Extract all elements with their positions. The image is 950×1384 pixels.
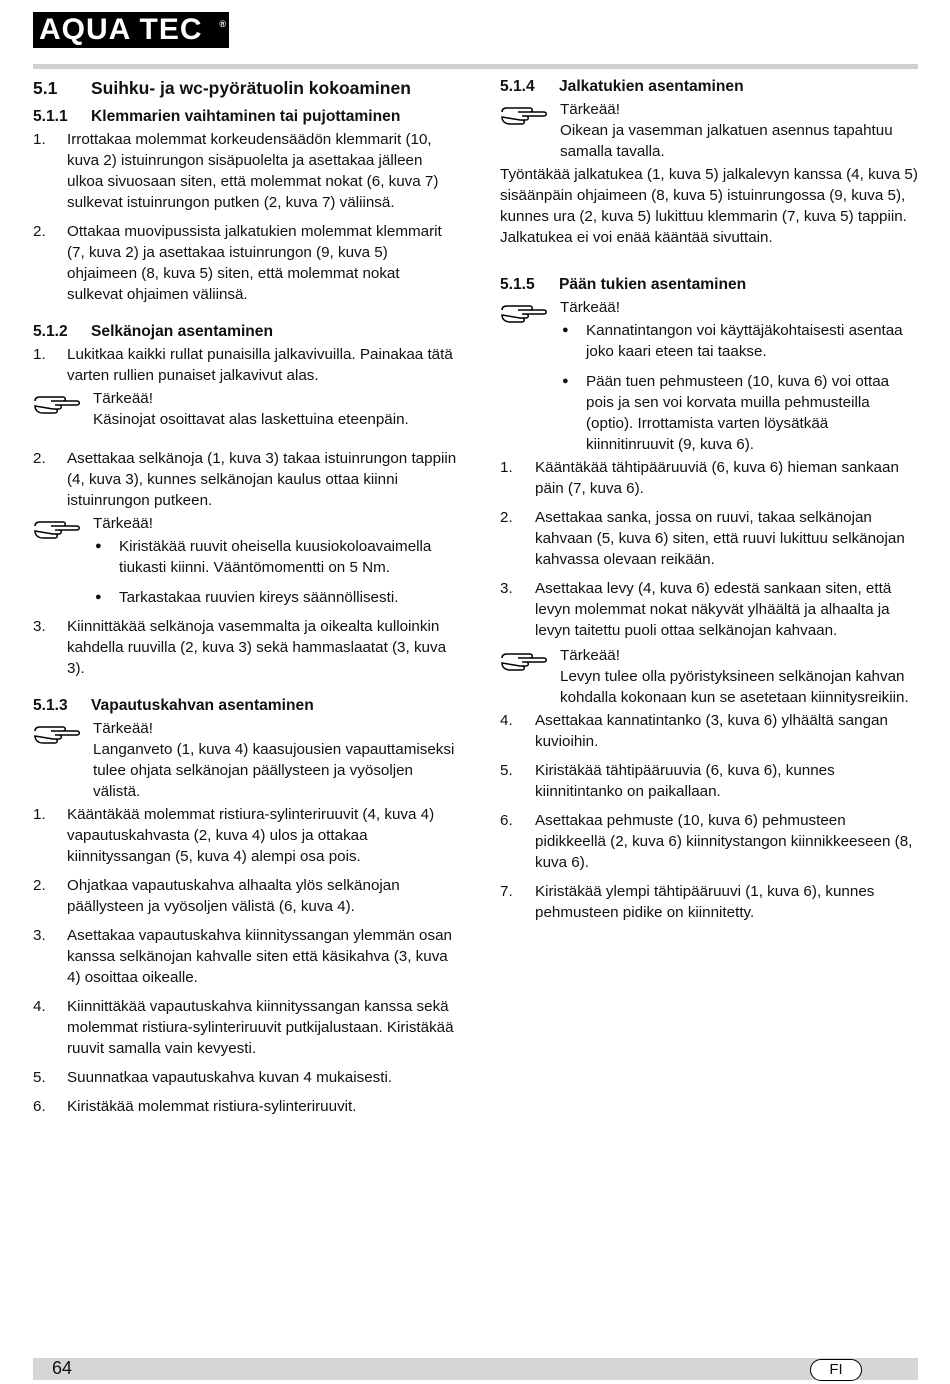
- note-title: Tärkeää!: [93, 720, 153, 737]
- note-title: Tärkeää!: [560, 647, 620, 664]
- left-column: [33, 70, 458, 1117]
- bullet-item: ● Kiristäkää ruuvit oheisella kuusiokoloavaimella tiukasti kiinni. Vääntömomentti on 5 Nm.: [95, 538, 432, 576]
- important-note: [33, 388, 458, 430]
- bullet-item: ● Tarkastakaa ruuvien kireys säännöllisesti.: [95, 589, 399, 606]
- important-note: [500, 645, 920, 708]
- section-heading-5-1-4: 5.1.4 Jalkatukien asentaminen: [500, 78, 744, 95]
- list-item: 4. Kiinnittäkää vapautuskahva kiinnityssangan kanssa sekä molemmat ristiura-sylinteriruuvit putkijalustaan. Kiristäkää ruuvit samalla vain kevyesti.: [33, 998, 454, 1057]
- bullet-icon: ●: [562, 375, 569, 387]
- important-note: [33, 718, 458, 802]
- list-item: 5. Kiristäkää tähtipääruuvia (6, kuva 6), kunnes kiinnitintanko on paikallaan.: [500, 762, 835, 800]
- list-item: 6. Asettakaa pehmuste (10, kuva 6) pehmusteen pidikkeellä (2, kuva 6) kiinnitystangon kiinnikkeeseen (8, kuva 6).: [500, 812, 913, 871]
- logo-registered-mark: ®: [219, 19, 227, 29]
- list-item: 2. Asettakaa selkänoja (1, kuva 3) takaa istuinrungon tappiin (4, kuva 3), kunnes selkänojan kaulus ottaa kiinni istuinrungon putkeen.: [33, 450, 457, 509]
- pointing-hand-icon: [33, 718, 93, 802]
- section-heading-5-1-1: 5.1.1 Klemmarien vaihtaminen tai pujottaminen: [33, 108, 401, 125]
- list-item: 3. Kiinnittäkää selkänoja vasemmalta ja oikealta kulloinkin kahdella ruuvilla (2, kuva 3) sekä hammaslaatat (3, kuva 3).: [33, 618, 447, 677]
- paragraph: Työntäkää jalkatukea (1, kuva 5) jalkalevyn kanssa (4, kuva 5) sisäänpäin ohjaimeen (8, kuva 5) istuinrungossa (9, kuva 5), kunnes ura (2, kuva 5) lukittuu klemmarin (7, kuva 5) tappiin. Jalkatukea ei voi enää kääntää sivuttain.: [500, 166, 918, 246]
- steps-5-1-1: [33, 129, 458, 305]
- footer-bar: [33, 1358, 918, 1380]
- right-column: [500, 70, 920, 923]
- section-heading-5-1: 5.1 Suihku- ja wc-pyörätuolin kokoaminen: [33, 78, 411, 98]
- language-badge: FI: [810, 1359, 862, 1381]
- list-item: 2. Ottakaa muovipussista jalkatukien molemmat klemmarit (7, kuva 2) ja asettakaa istuinrungon (9, kuva 5) ohjaimeen (8, kuva 5) siten, että molemmat nokat sulkevat ohjaimen väliinsä.: [33, 223, 442, 303]
- section-heading-5-1-2: 5.1.2 Selkänojan asentaminen: [33, 323, 273, 340]
- note-text: Langanveto (1, kuva 4) kaasujousien vapauttamiseksi tulee ohjata selkänojan päällysteen ja vyösoljen välistä.: [93, 741, 455, 800]
- list-item: 1. Kääntäkää molemmat ristiura-sylinteriruuvit (4, kuva 4) vapautuskahvasta (2, kuva 4) ulos ja ottakaa kiinnityssangan (5, kuva 4) alempi osa pois.: [33, 806, 435, 865]
- list-item: 3. Asettakaa vapautuskahva kiinnityssangan ylemmän osan kanssa selkänojan kahvalle siten että käsikahva (3, kuva 4) osoittaa oikealle.: [33, 927, 452, 986]
- steps-5-1-3: [33, 804, 458, 1117]
- note-title: Tärkeää!: [93, 390, 153, 407]
- list-item: 2. Asettakaa sanka, jossa on ruuvi, takaa selkänojan kahvaan (5, kuva 6) siten, että ruuvi lukittuu selkänojan kahvassa olevaan reikään.: [500, 509, 905, 568]
- note-text: Oikean ja vasemman jalkatuen asennus tapahtuu samalla tavalla.: [560, 122, 893, 160]
- steps-5-1-5-a: [500, 457, 920, 641]
- list-item: 5. Suunnatkaa vapautuskahva kuvan 4 mukaisesti.: [33, 1069, 393, 1086]
- bullet-item: ● Pään tuen pehmusteen (10, kuva 6) voi ottaa pois ja sen voi korvata muilla pehmusteilla (optio). Irrottamista varten löysätkää kiinnitinruuvit (9, kuva 6).: [562, 373, 890, 453]
- note-title: Tärkeää!: [560, 299, 620, 316]
- important-note: [500, 99, 920, 162]
- list-item: 2. Ohjatkaa vapautuskahva alhaalta ylös selkänojan päällysteen ja vyösoljen välistä (6, kuva 4).: [33, 877, 400, 915]
- pointing-hand-icon: [500, 99, 560, 162]
- bullet-item: ● Kannatintangon voi käyttäjäkohtaisesti asentaa joko kaari eteen tai taakse.: [562, 322, 903, 360]
- pointing-hand-icon: [33, 388, 93, 430]
- important-note: [33, 513, 458, 608]
- list-item: 1. Lukitkaa kaikki rullat punaisilla jalkavivuilla. Painakaa tätä varten rullien punaiset jalkavivut alas.: [33, 346, 453, 384]
- page-number: 64: [52, 1358, 73, 1378]
- note-text: Levyn tulee olla pyöristyksineen selkänojan kahvan kohdalla kokonaan kun se asetetaan kiinnitysreikiin.: [560, 668, 909, 706]
- section-heading-5-1-5: 5.1.5 Pään tukien asentaminen: [500, 276, 747, 293]
- steps-5-1-5-b: [500, 710, 920, 923]
- list-item: 7. Kiristäkää ylempi tähtipääruuvi (1, kuva 6), kunnes pehmusteen pidike on kiinnitetty.: [500, 883, 875, 921]
- list-item: 4. Asettakaa kannatintanko (3, kuva 6) ylhäältä sangan kuvioihin.: [500, 712, 888, 750]
- list-item: 3. Asettakaa levy (4, kuva 6) edestä sankaan siten, että levyn molemmat nokat näkyvät ylhäältä ja alhaalta ja levyn taitettu puoli ottaa selkänojan kahvaan.: [500, 580, 892, 639]
- bullet-icon: ●: [562, 324, 569, 336]
- list-item: 1. Kääntäkää tähtipääruuviä (6, kuva 6) hieman sankaan päin (7, kuva 6).: [500, 459, 899, 497]
- section-heading-5-1-3: 5.1.3 Vapautuskahvan asentaminen: [33, 697, 314, 714]
- bullet-icon: ●: [95, 591, 102, 603]
- header-rule: [33, 64, 918, 69]
- pointing-hand-icon: [500, 297, 560, 455]
- important-note: [500, 297, 920, 455]
- list-item: 6. Kiristäkää molemmat ristiura-sylinteriruuvit.: [33, 1098, 357, 1115]
- note-title: Tärkeää!: [93, 515, 153, 532]
- note-title: Tärkeää!: [560, 101, 620, 118]
- bullet-icon: ●: [95, 540, 102, 552]
- list-item: 1. Irrottakaa molemmat korkeudensäädön klemmarit (10, kuva 2) istuinrungon sisäpuolelta ja asettakaa jälleen ulkoa sivuosaan siten, että molemmat nokat (6, kuva 7) sulkevat istuinrungon putken (2, kuva 7) väliinsä.: [33, 131, 439, 211]
- pointing-hand-icon: [33, 513, 93, 608]
- pointing-hand-icon: [500, 645, 560, 708]
- note-text: Käsinojat osoittavat alas laskettuina eteenpäin.: [93, 411, 409, 428]
- logo-text: AQUA TEC: [39, 13, 203, 46]
- brand-logo: [33, 12, 229, 48]
